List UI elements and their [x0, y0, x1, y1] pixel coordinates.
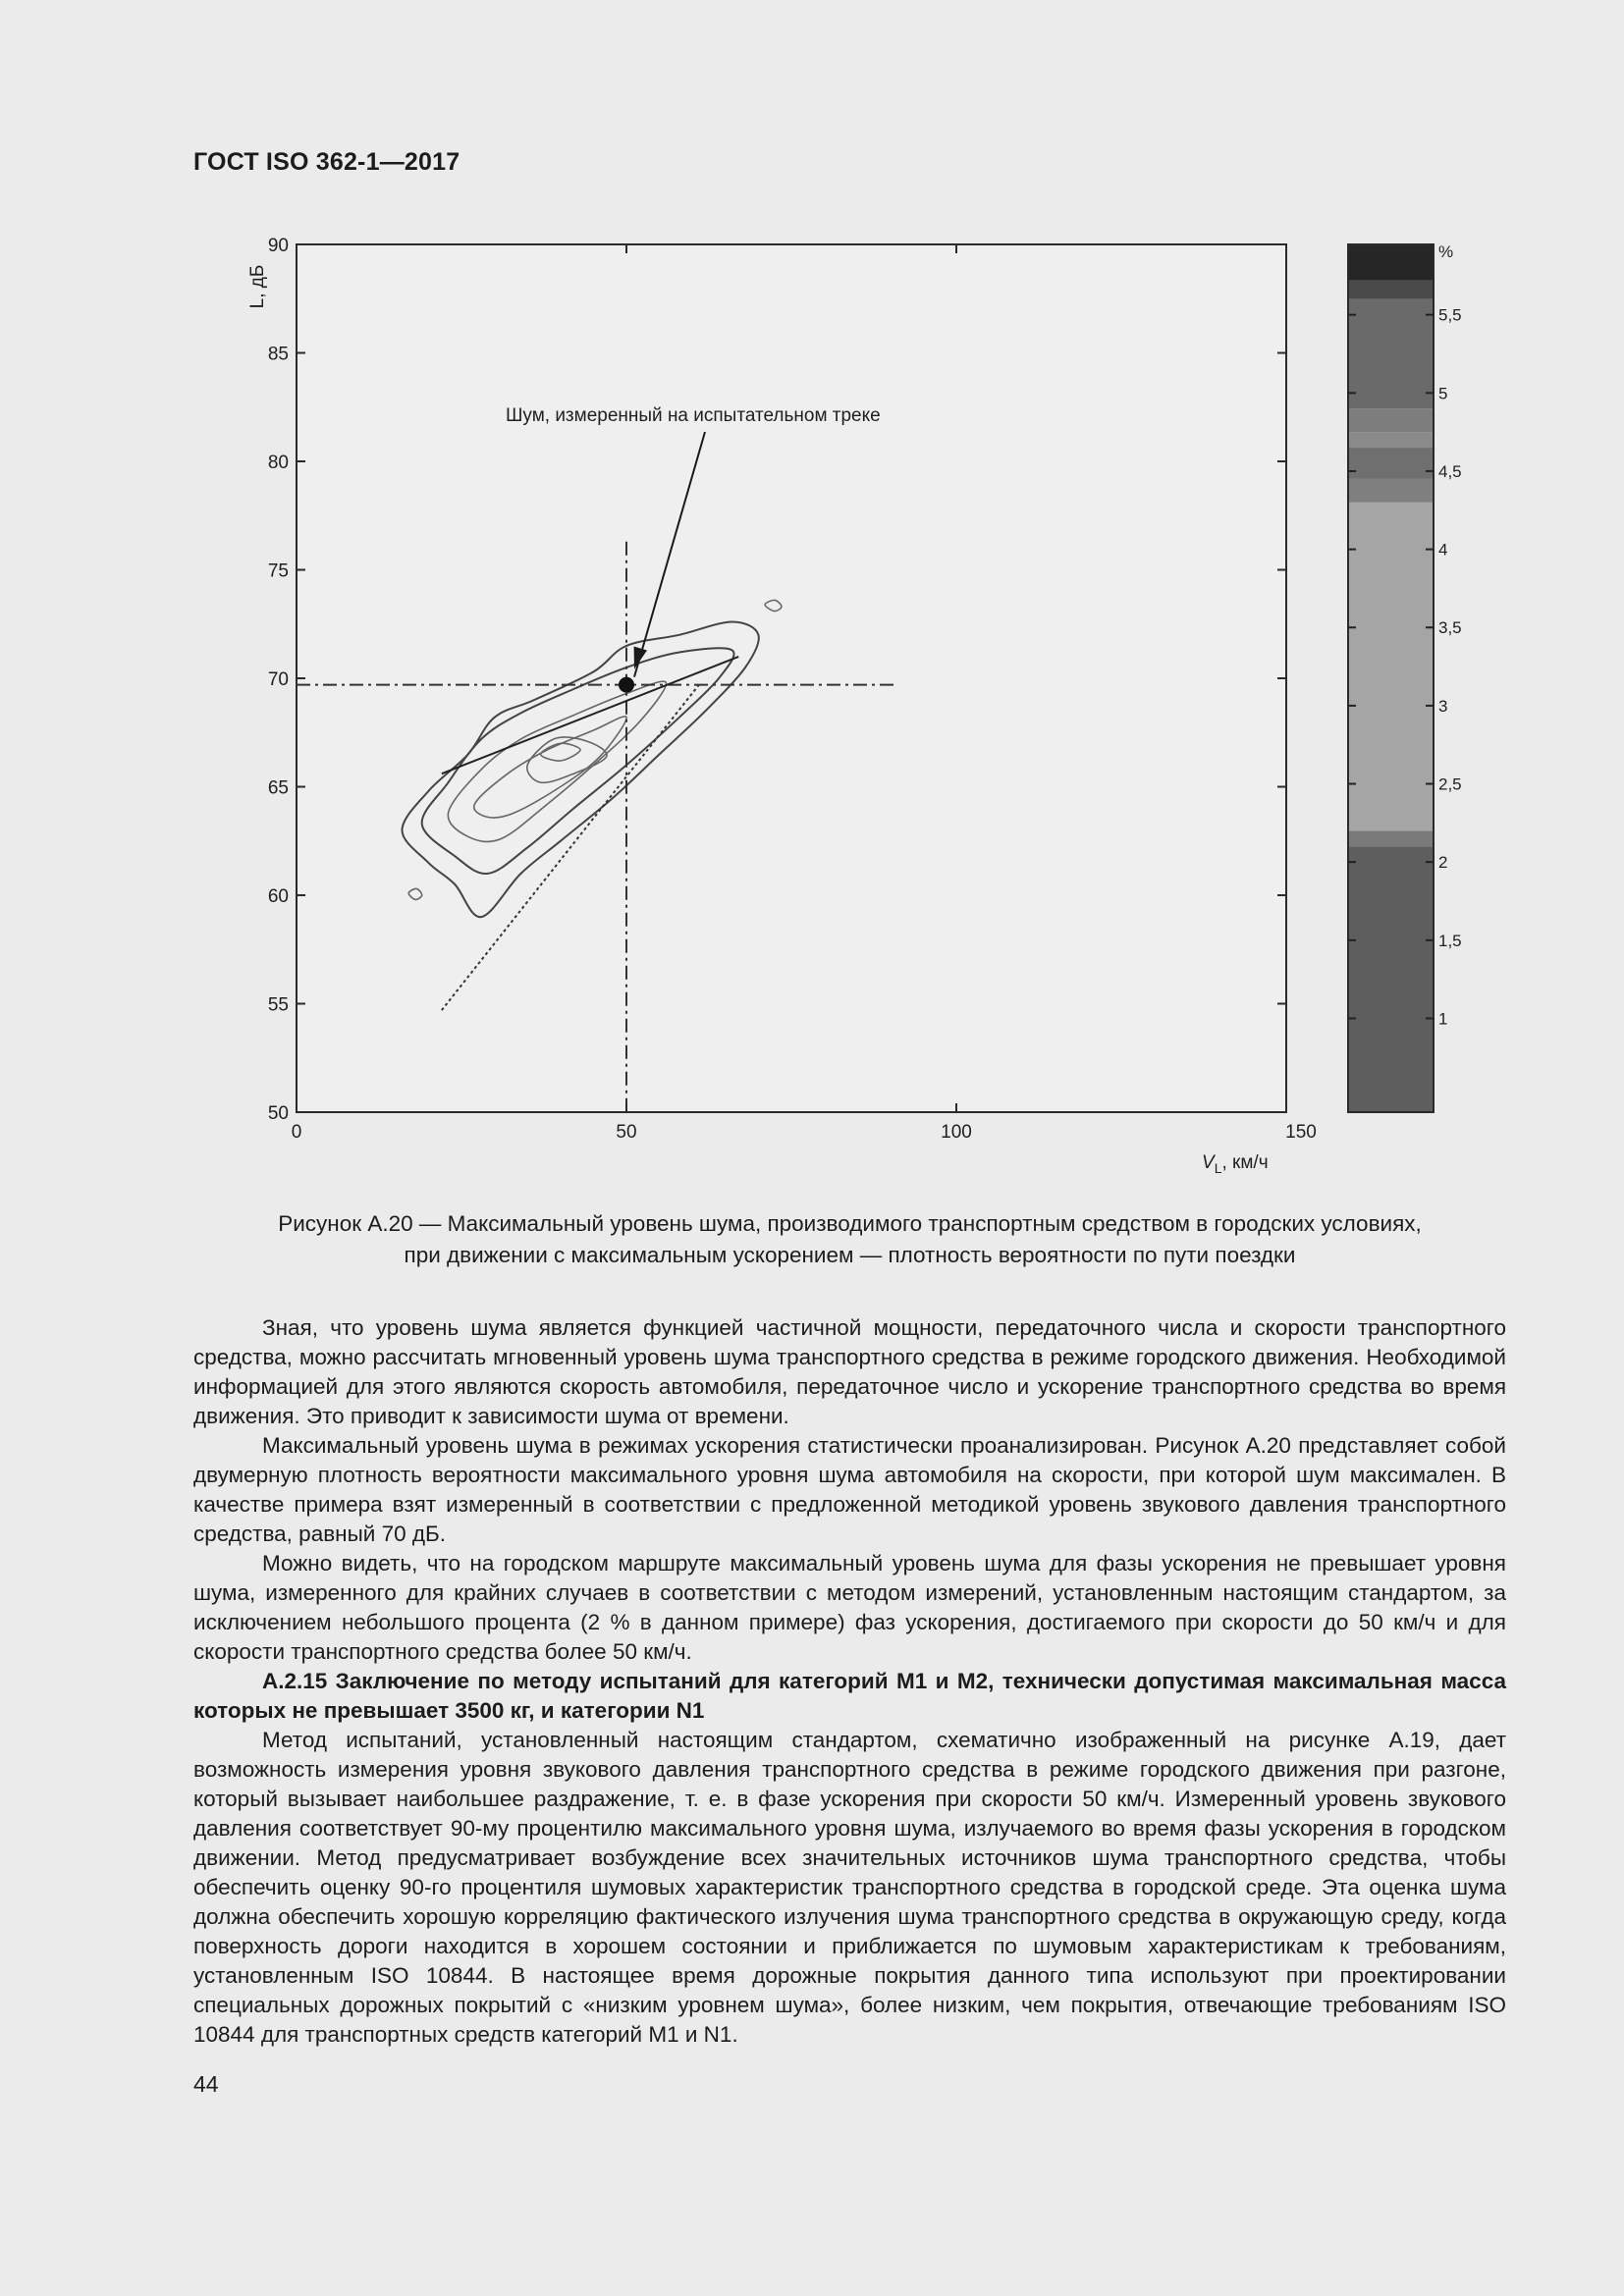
figure-caption [193, 1208, 1506, 1271]
colorbar-band [1348, 408, 1434, 432]
y-tick-label: 70 [267, 669, 289, 690]
colorbar-tick-label: 5,5 [1438, 305, 1462, 325]
colorbar-band [1348, 503, 1434, 830]
y-tick-label: 55 [267, 994, 289, 1016]
paragraph-3: Можно видеть, что на городском маршруте максимальный уровень шума для фазы ускорения не превышает уровня шума, измеренного для крайних случаев в соответствии с методом измерений, установленным настоящим стандартом, за исключением небольшого процента (2 % в данном примере) фаз ускорения, достигаемого при скорости до 50 км/ч и для скорости транспортного средства более 50 км/ч. [193, 1551, 1506, 1664]
x-tick-label: 0 [291, 1122, 302, 1143]
paragraph-2: Максимальный уровень шума в режимах ускорения статистически проанализирован. Рисунок А.20 представляет собой двумерную плотность вероятности максимального уровня шума автомобиля на скорости, при которой шум максимален. В качестве примера взят измеренный в соответствии с предложенной методикой уровень звукового давления транспортного средства, равный 70 дБ. [193, 1433, 1506, 1546]
colorbar-tick-label: 1,5 [1438, 931, 1462, 950]
colorbar-tick-label: 3 [1438, 696, 1448, 716]
colorbar-tick-label: 2 [1438, 853, 1448, 873]
colorbar [1348, 244, 1462, 1112]
colorbar-band [1348, 281, 1434, 299]
x-tick-label: 50 [616, 1122, 637, 1143]
caption-line-1: Рисунок А.20 — Максимальный уровень шума, производимого транспортным средством в городских условиях, [278, 1211, 1422, 1236]
plot-frame [297, 244, 1286, 1112]
y-axis-label: L, дБ [247, 264, 268, 309]
y-tick-label: 65 [267, 777, 289, 799]
x-axis-label-sub: L [1214, 1160, 1222, 1176]
section-heading: А.2.15 Заключение по методу испытаний для категорий М1 и М2, технически допустимая максимальная масса которых не превышает 3500 кг, и категории N1 [193, 1669, 1506, 1723]
x-axis-label-unit: , км/ч [1221, 1152, 1269, 1173]
y-tick-label: 90 [267, 236, 289, 256]
colorbar-band [1348, 448, 1434, 479]
caption-line-2: при движении с максимальным ускорением — плотность вероятности по пути поездки [404, 1243, 1296, 1267]
y-tick-label: 85 [267, 344, 289, 365]
document-header: ГОСТ ISO 362-1—2017 [193, 148, 460, 176]
reference-point [619, 677, 634, 693]
colorbar-band [1348, 479, 1434, 503]
x-axis-label [1202, 1152, 1269, 1176]
colorbar-tick-label: 2,5 [1438, 774, 1462, 794]
x-tick-label: 100 [941, 1122, 972, 1143]
paragraph-4: Метод испытаний, установленный настоящим стандартом, схематично изображенный на рисунке А.19, дает возможность измерения уровня звукового давления транспортного средства в режиме городского движения при разгоне, который вызывает наибольшее раздражение, т. е. в фазе ускорения при скорости 50 км/ч. Измеренный уровень звукового давления соответствует 90-му процентилю максимального уровня шума, излучаемого во время фазы ускорения в городском движении. Метод предусматривает возбуждение всех значительных источников шума транспортного средства, чтобы обеспечить оценку 90-го процентиля шумовых характеристик транспортного средства в городской среде. Эта оценка шума должна обеспечить хорошую корреляцию фактического излучения шума транспортного средства в окружающую среду, когда поверхность дороги находится в хорошем состоянии и приближается по шумовым характеристикам к требованиям, установленным ISO 10844. В настоящее время дорожные покрытия данного типа используют при проектировании специальных дорожных покрытий с «низким уровнем шума», более низким, чем покрытия, отвечающие требованиям ISO 10844 для транспортных средств категорий М1 и N1. [193, 1728, 1506, 2047]
test-track-annotation: Шум, измеренный на испытательном треке [506, 405, 881, 426]
colorbar-tick-label: 4 [1438, 540, 1448, 560]
colorbar-band [1348, 830, 1434, 846]
colorbar-band [1348, 244, 1434, 281]
x-tick-label: 150 [1285, 1122, 1317, 1143]
y-tick-label: 50 [267, 1103, 289, 1124]
colorbar-band [1348, 299, 1434, 408]
paragraph-1: Зная, что уровень шума является функцией частичной мощности, передаточного числа и скорости транспортного средства, можно рассчитать мгновенный уровень шума транспортного средства в режиме городского движения. Необходимой информацией для этого являются скорость автомобиля, передаточное число и ускорение транспортного средства во время движения. Это приводит к зависимости шума от времени. [193, 1315, 1506, 1428]
colorbar-tick-label: 1 [1438, 1009, 1448, 1029]
colorbar-tick-label: 5 [1438, 384, 1448, 403]
colorbar-band [1348, 846, 1434, 1112]
colorbar-tick-label: 4,5 [1438, 461, 1462, 481]
body-text [193, 1313, 1506, 2050]
plot-area [297, 244, 1286, 1112]
page-number: 44 [193, 2071, 219, 2097]
colorbar-tick-label: 3,5 [1438, 618, 1462, 638]
y-tick-label: 75 [267, 561, 289, 582]
y-tick-label: 60 [267, 886, 289, 907]
colorbar-unit: % [1438, 242, 1454, 261]
colorbar-band [1348, 432, 1434, 448]
y-tick-label: 80 [267, 453, 289, 473]
x-axis-label-main: V [1202, 1152, 1215, 1173]
